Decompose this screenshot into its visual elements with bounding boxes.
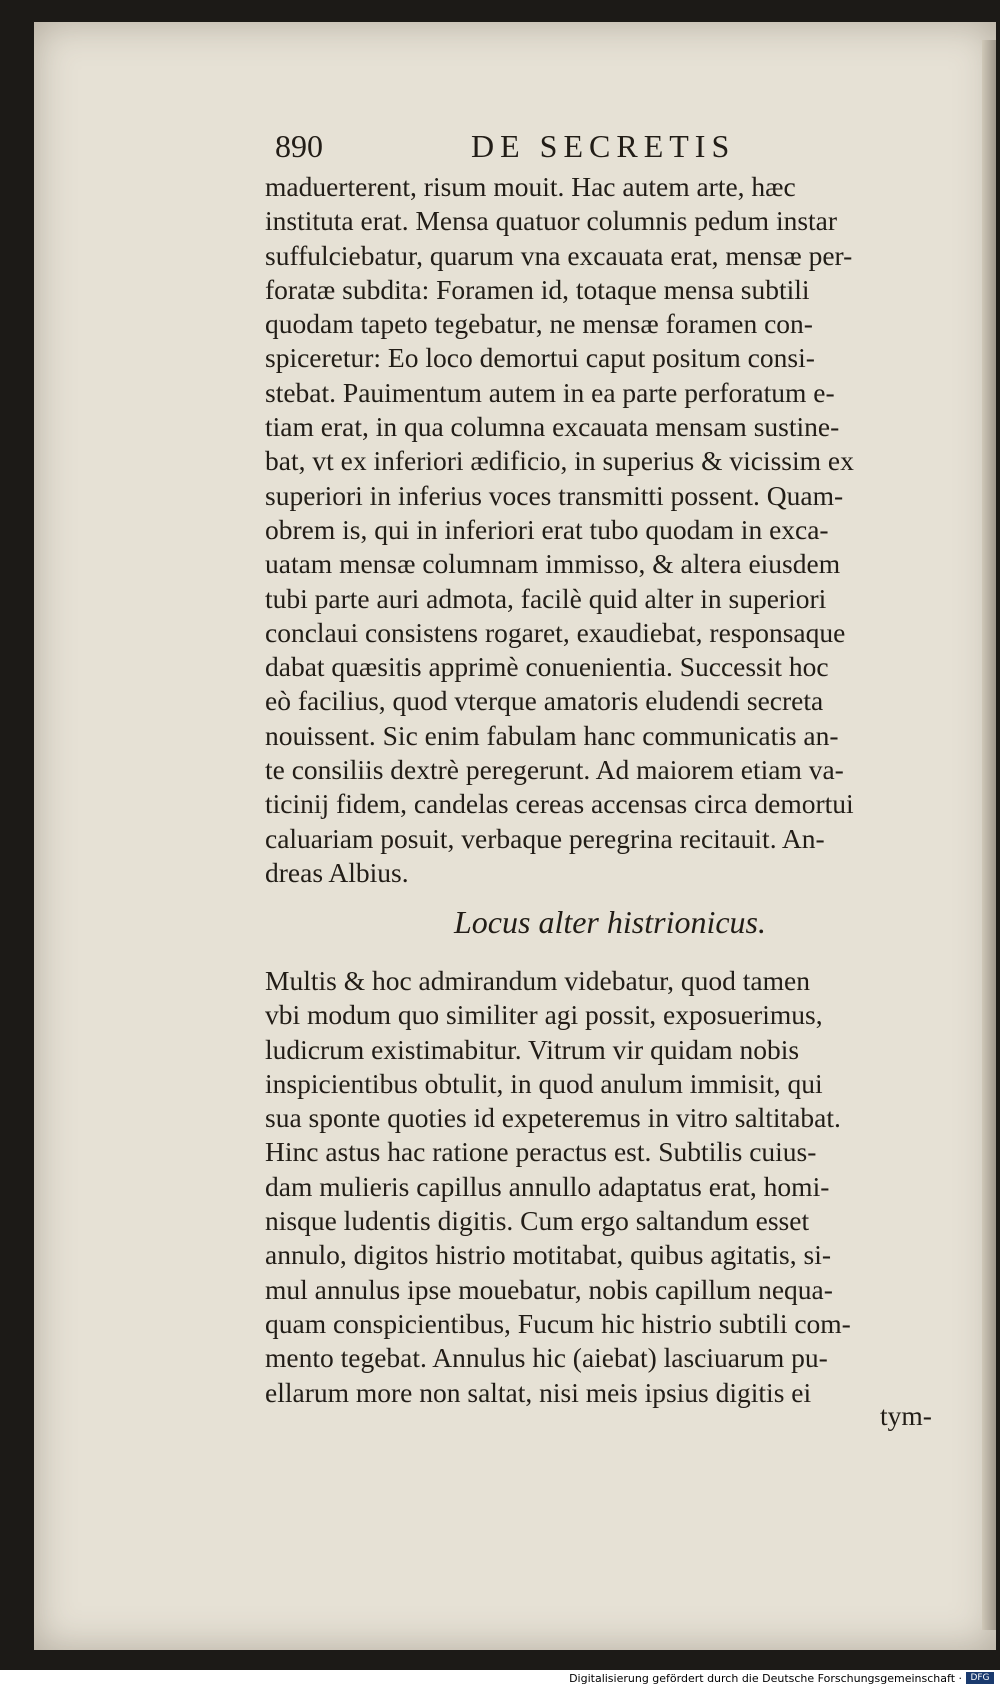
page-number: 890 (275, 128, 323, 164)
text-line: spiceretur: Eo loco demortui caput positum consi- (265, 342, 815, 374)
footer-bar (0, 1670, 1000, 1687)
text-line: ticinij fidem, candelas cereas accensas circa demortui (265, 788, 854, 820)
text-line: stebat. Pauimentum autem in ea parte perforatum e- (265, 376, 835, 408)
text-line: Multis & hoc admirandum videbatur, quod tamen (265, 965, 810, 996)
text-line: vbi modum quo similiter agi possit, exposuerimus, (265, 999, 823, 1031)
running-title: DE SECRETIS (471, 128, 736, 164)
text-line: ludicrum existimabitur. Vitrum vir quidam nobis (265, 1033, 800, 1065)
paragraph-2 (265, 964, 955, 1410)
text-line: bat, vt ex inferiori ædificio, in superius & vicissim ex (265, 445, 854, 477)
text-line: quam conspicientibus, Fucum hic histrio subtili com- (265, 1307, 851, 1339)
text-line: annulo, digitos histrio motitabat, quibus agitatis, si- (265, 1239, 832, 1271)
text-line: instituta erat. Mensa quatuor columnis pedum instar (265, 205, 838, 237)
page-edge (982, 40, 996, 1630)
text-line: te consiliis dextrè peregerunt. Ad maiorem etiam va- (265, 754, 844, 786)
text-line: obrem is, qui in inferiori erat tubo quodam in exca- (265, 513, 829, 545)
text-line: dam mulieris capillus annullo adaptatus erat, homi- (265, 1170, 830, 1202)
paragraph-1 (265, 170, 955, 890)
text-line: nouissent. Sic enim fabulam hanc communicatis an- (265, 719, 839, 751)
running-head (275, 128, 795, 170)
text-line: superiori in inferius voces transmitti possent. Quam- (265, 479, 844, 511)
catchword: tym- (880, 1400, 932, 1431)
text-line: inspicientibus obtulit, in quod anulum immisit, qui (265, 1067, 823, 1099)
text-line: quodam tapeto tegebatur, ne mensæ foramen con- (265, 308, 813, 340)
footer-credit: Digitalisierung gefördert durch die Deutsche Forschungsgemeinschaft · (569, 1672, 962, 1685)
text-line: suffulciebatur, quarum vna excauata erat, mensæ per- (265, 239, 853, 271)
text-line: mento tegebat. Annulus hic (aiebat) lasciuarum pu- (265, 1342, 828, 1374)
text-line: dabat quæsitis apprimè conuenientia. Successit hoc (265, 651, 829, 683)
dfg-logo: DFG (966, 1672, 994, 1684)
text-line: eò facilius, quod vterque amatoris eludendi secreta (265, 685, 824, 717)
text-line: ellarum more non saltat, nisi meis ipsius digitis ei (265, 1376, 812, 1408)
text-line: maduerterent, risum mouit. Hac autem arte, hæc (265, 171, 796, 202)
text-line: dreas Albius. (265, 856, 409, 888)
text-line: tiam erat, in qua columna excauata mensam sustine- (265, 411, 840, 443)
text-line: foratæ subdita: Foramen id, totaque mensa subtili (265, 273, 810, 305)
text-line: sua sponte quoties id expeteremus in vitro saltitabat. (265, 1102, 841, 1134)
text-line: Hinc astus hac ratione peractus est. Subtilis cuius- (265, 1136, 817, 1168)
text-line: conclaui consistens rogaret, exaudiebat, responsaque (265, 616, 846, 648)
text-line: uatam mensæ columnam immisso, & altera eiusdem (265, 548, 841, 580)
text-line: mul annulus ipse mouebatur, nobis capillum nequa- (265, 1273, 833, 1305)
section-heading: Locus alter histrionicus. (453, 904, 766, 940)
text-line: tubi parte auri admota, facilè quid alter in superiori (265, 582, 827, 614)
text-line: nisque ludentis digitis. Cum ergo saltandum esset (265, 1205, 810, 1237)
text-line: caluariam posuit, verbaque peregrina recitauit. An- (265, 822, 825, 854)
